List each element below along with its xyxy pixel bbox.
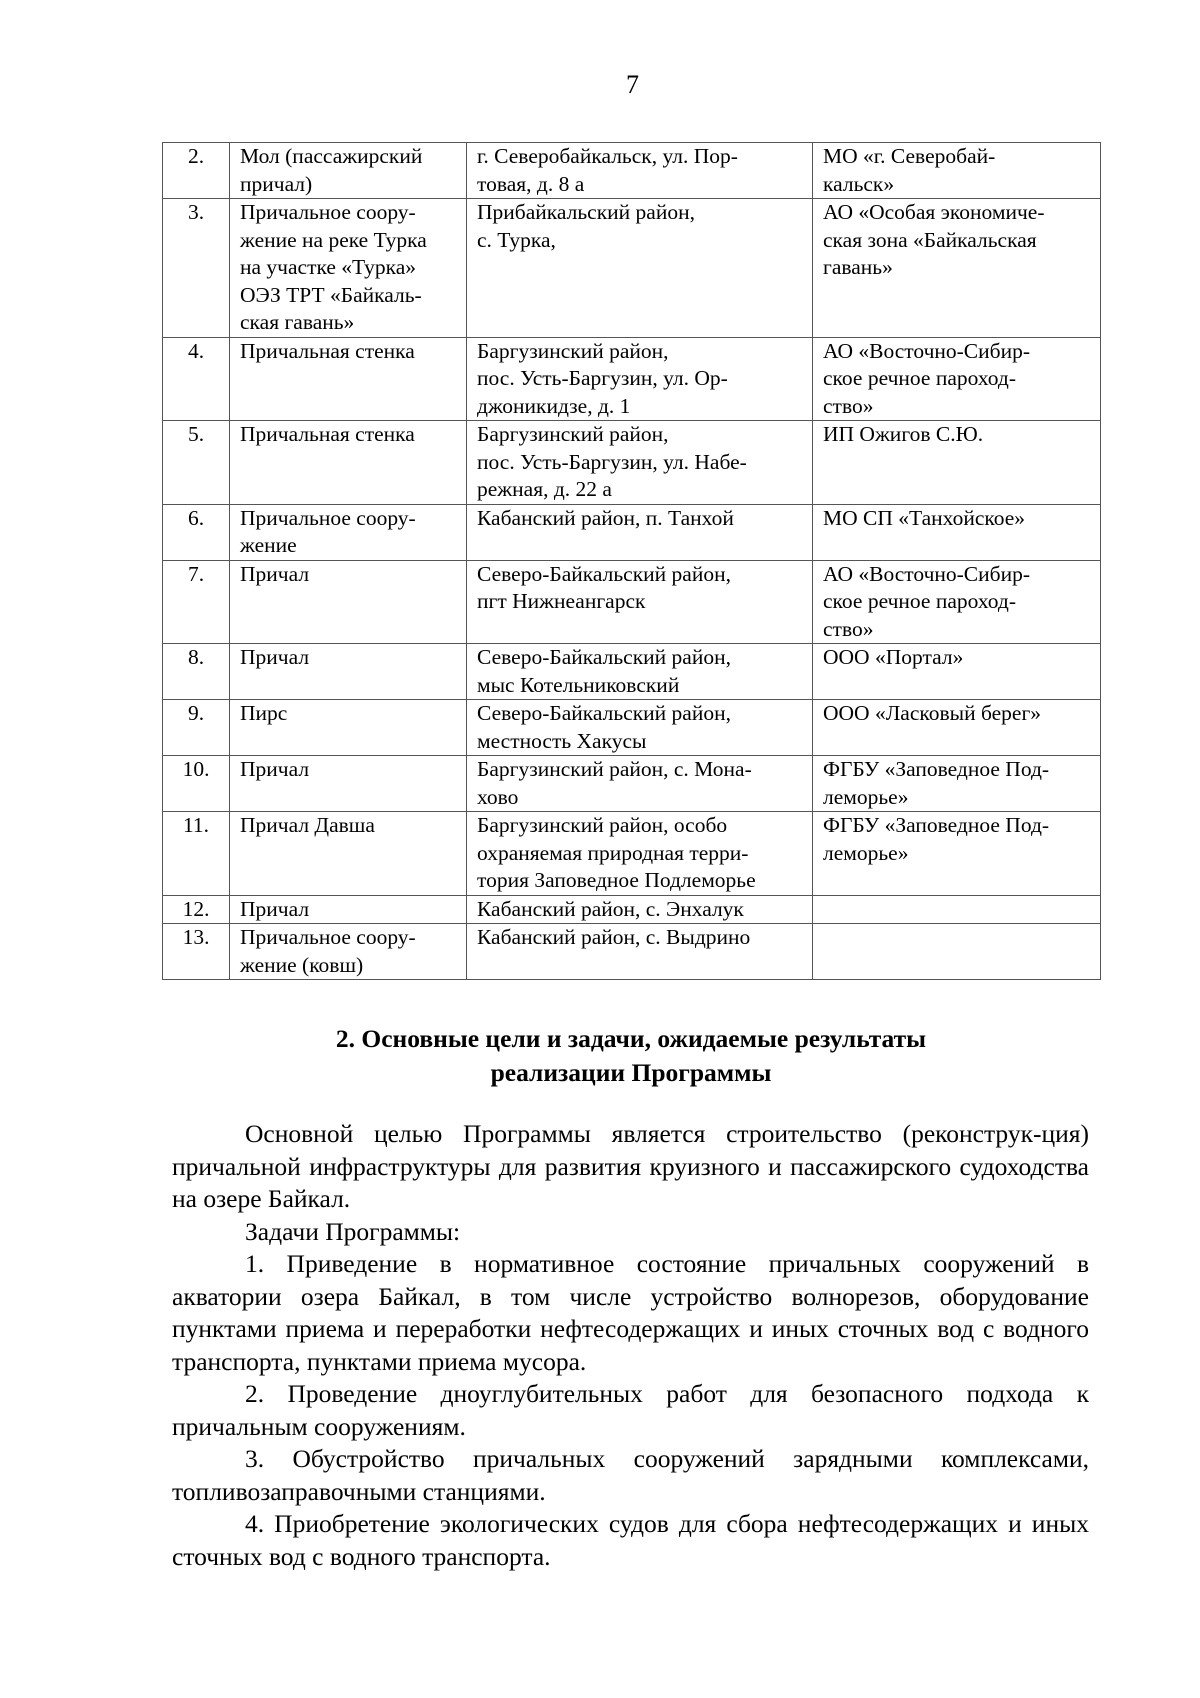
berth-owner: ООО «Ласковый берег» (813, 700, 1101, 756)
row-number: 8. (163, 644, 230, 700)
berth-owner: АО «Восточно-Сибир- ское речное пароход- ство» (813, 337, 1101, 421)
berth-owner: МО СП «Танхойское» (813, 504, 1101, 560)
berth-name: Причальная стенка (230, 337, 467, 421)
berth-owner: МО «г. Северобай- кальск» (813, 143, 1101, 199)
page-number: 7 (626, 70, 639, 99)
paragraph-tasks-title: Задачи Программы: (245, 1216, 461, 1246)
berth-address: Баргузинский район, особо охраняемая природная терри- тория Заповедное Подлеморье (467, 812, 813, 896)
paragraph-task-4: 4. Приобретение экологических судов для сбора нефтесодержащих и иных сточных вод с водного транспорта. (172, 1509, 1089, 1571)
table-row (163, 812, 1101, 896)
berth-owner: ФГБУ «Заповедное Под- леморье» (813, 812, 1101, 896)
section-body (172, 1118, 1089, 1573)
berth-address: Кабанский район, с. Выдрино (467, 924, 813, 980)
berth-name: Причальное соору- жение (230, 504, 467, 560)
table-row (163, 924, 1101, 980)
table-row (163, 199, 1101, 338)
berth-name: Мол (пассажирский причал) (230, 143, 467, 199)
berth-name: Причальное соору- жение (ковш) (230, 924, 467, 980)
berth-address: Северо-Байкальский район, местность Хакусы (467, 700, 813, 756)
berth-address: г. Северобайкальск, ул. Пор- товая, д. 8 а (467, 143, 813, 199)
table-row (163, 895, 1101, 924)
berth-address: Баргузинский район, с. Мона- хово (467, 756, 813, 812)
berth-address: Северо-Байкальский район, пгт Нижнеангарск (467, 560, 813, 644)
row-number: 13. (163, 924, 230, 980)
row-number: 12. (163, 895, 230, 924)
table-row (163, 700, 1101, 756)
table-row (163, 560, 1101, 644)
row-number: 4. (163, 337, 230, 421)
berth-address: Прибайкальский район, с. Турка, (467, 199, 813, 338)
berth-name: Причал (230, 560, 467, 644)
berth-name: Причал Давша (230, 812, 467, 896)
row-number: 2. (163, 143, 230, 199)
row-number: 7. (163, 560, 230, 644)
paragraph-task-3: 3. Обустройство причальных сооружений зарядными комплексами, топливозаправочными станциями. (172, 1444, 1089, 1506)
table-row (163, 143, 1101, 199)
row-number: 6. (163, 504, 230, 560)
paragraph-main-goal: Основной целью Программы является строительство (реконструк-ция) причальной инфраструктуры для развития круизного и пассажирского судоходства на озере Байкал. (172, 1119, 1089, 1213)
paragraph-task-1: 1. Приведение в нормативное состояние причальных сооружений в акватории озера Байкал, в том числе устройство волнорезов, оборудование пунктами приема и переработки нефтесодержащих и иных сточных вод с водного транспорта, пунктами приема мусора. (172, 1249, 1089, 1376)
table-body (163, 143, 1101, 980)
berth-name: Причальное соору- жение на реке Турка на участке «Турка» ОЭЗ ТРТ «Байкаль- ская гавань» (230, 199, 467, 338)
berth-owner (813, 924, 1101, 980)
berth-name: Пирс (230, 700, 467, 756)
row-number: 3. (163, 199, 230, 338)
row-number: 11. (163, 812, 230, 896)
berth-owner (813, 895, 1101, 924)
table-row (163, 421, 1101, 505)
row-number: 5. (163, 421, 230, 505)
berth-address: Кабанский район, с. Энхалук (467, 895, 813, 924)
table-row (163, 337, 1101, 421)
berth-name: Причальная стенка (230, 421, 467, 505)
berth-address: Баргузинский район, пос. Усть-Баргузин, ул. Ор- джоникидзе, д. 1 (467, 337, 813, 421)
table-row (163, 644, 1101, 700)
section-heading: 2. Основные цели и задачи, ожидаемые результаты реализации Программы (335, 1024, 927, 1087)
berth-owner: АО «Особая экономиче- ская зона «Байкальская гавань» (813, 199, 1101, 338)
table-row (163, 504, 1101, 560)
row-number: 10. (163, 756, 230, 812)
berth-name: Причал (230, 644, 467, 700)
paragraph-task-2: 2. Проведение дноуглубительных работ для безопасного подхода к причальным сооружениям. (172, 1379, 1089, 1441)
berth-name: Причал (230, 756, 467, 812)
berth-owner: ФГБУ «Заповедное Под- леморье» (813, 756, 1101, 812)
table-row (163, 756, 1101, 812)
berth-address: Кабанский район, п. Танхой (467, 504, 813, 560)
berth-address: Северо-Байкальский район, мыс Котельниковский (467, 644, 813, 700)
berth-owner: ИП Ожигов С.Ю. (813, 421, 1101, 505)
berth-address: Баргузинский район, пос. Усть-Баргузин, ул. Набе- режная, д. 22 а (467, 421, 813, 505)
berth-name: Причал (230, 895, 467, 924)
berths-table (162, 142, 1101, 980)
berth-owner: АО «Восточно-Сибир- ское речное пароход- ство» (813, 560, 1101, 644)
berth-owner: ООО «Портал» (813, 644, 1101, 700)
row-number: 9. (163, 700, 230, 756)
